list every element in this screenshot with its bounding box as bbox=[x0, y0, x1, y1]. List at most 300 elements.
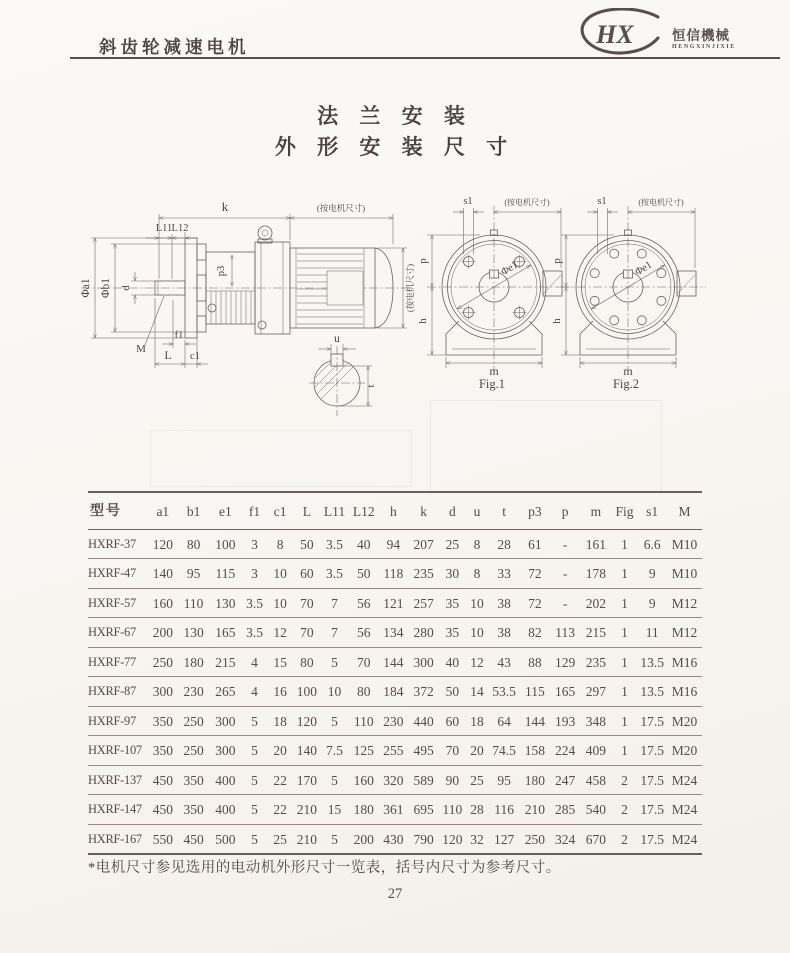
model-cell: HXRF-77 bbox=[88, 647, 147, 677]
column-header-t: t bbox=[489, 492, 520, 529]
value-cell: M12 bbox=[667, 618, 702, 648]
value-cell: 115 bbox=[209, 559, 242, 589]
value-cell: 17.5 bbox=[637, 795, 667, 825]
side-view-drawing bbox=[80, 199, 415, 368]
dim-label-h: h bbox=[417, 318, 429, 324]
value-cell: 5 bbox=[321, 824, 349, 854]
dim-label-phi-a1: Φa1 bbox=[80, 278, 92, 298]
value-cell: 10 bbox=[465, 588, 489, 618]
value-cell: 193 bbox=[550, 706, 580, 736]
dim-label-motor: (按电机尺寸) bbox=[504, 198, 550, 207]
value-cell: 7.5 bbox=[321, 736, 349, 766]
value-cell: 495 bbox=[408, 736, 440, 766]
value-cell: 5 bbox=[242, 765, 268, 795]
value-cell: 13.5 bbox=[637, 647, 667, 677]
value-cell: 10 bbox=[321, 677, 349, 707]
value-cell: M24 bbox=[667, 765, 702, 795]
value-cell: 12 bbox=[465, 647, 489, 677]
value-cell: 140 bbox=[147, 559, 178, 589]
value-cell: 280 bbox=[408, 618, 440, 648]
table-row bbox=[88, 795, 702, 825]
value-cell: 17.5 bbox=[637, 765, 667, 795]
table-row bbox=[88, 824, 702, 854]
value-cell: 589 bbox=[408, 765, 440, 795]
value-cell: 184 bbox=[379, 677, 408, 707]
value-cell: 210 bbox=[519, 795, 550, 825]
value-cell: 35 bbox=[440, 618, 466, 648]
value-cell: 38 bbox=[489, 588, 520, 618]
value-cell: 450 bbox=[178, 824, 209, 854]
table-row bbox=[88, 529, 702, 559]
brand-name-en: HENGXINJIXIE bbox=[672, 44, 736, 50]
value-cell: M16 bbox=[667, 647, 702, 677]
brand-logo bbox=[574, 8, 764, 58]
value-cell: 695 bbox=[408, 795, 440, 825]
value-cell: 6.6 bbox=[637, 529, 667, 559]
column-header-M: M bbox=[667, 492, 702, 529]
model-cell: HXRF-47 bbox=[88, 559, 147, 589]
value-cell: 3.5 bbox=[242, 588, 268, 618]
column-header-e1: e1 bbox=[209, 492, 242, 529]
dim-label-u: u bbox=[334, 333, 340, 345]
value-cell: 110 bbox=[440, 795, 466, 825]
value-cell: 9 bbox=[637, 559, 667, 589]
value-cell: 3.5 bbox=[321, 559, 349, 589]
table-body bbox=[88, 529, 702, 854]
value-cell: 134 bbox=[379, 618, 408, 648]
value-cell: 350 bbox=[147, 736, 178, 766]
value-cell: 25 bbox=[440, 529, 466, 559]
dim-label-d: d bbox=[120, 285, 132, 291]
value-cell: 13.5 bbox=[637, 677, 667, 707]
value-cell: 127 bbox=[489, 824, 520, 854]
column-header-h: h bbox=[379, 492, 408, 529]
value-cell: 350 bbox=[178, 765, 209, 795]
value-cell: 5 bbox=[321, 647, 349, 677]
value-cell: 257 bbox=[408, 588, 440, 618]
value-cell: 178 bbox=[580, 559, 612, 589]
value-cell: 100 bbox=[209, 529, 242, 559]
value-cell: 8 bbox=[465, 559, 489, 589]
value-cell: 61 bbox=[519, 529, 550, 559]
value-cell: 16 bbox=[267, 677, 293, 707]
dim-label-phi-b1: Φb1 bbox=[100, 278, 112, 298]
value-cell: 90 bbox=[440, 765, 466, 795]
value-cell: 540 bbox=[580, 795, 612, 825]
value-cell: 224 bbox=[550, 736, 580, 766]
value-cell: 2 bbox=[612, 824, 638, 854]
value-cell: 28 bbox=[465, 795, 489, 825]
value-cell: 5 bbox=[242, 736, 268, 766]
value-cell: 180 bbox=[519, 765, 550, 795]
value-cell: 28 bbox=[489, 529, 520, 559]
doc-title: 斜齿轮减速电机 bbox=[99, 37, 250, 57]
value-cell: 5 bbox=[242, 706, 268, 736]
value-cell: 300 bbox=[209, 736, 242, 766]
dim-label-motor-v: (按电机尺寸) bbox=[405, 263, 415, 313]
value-cell: 361 bbox=[379, 795, 408, 825]
value-cell: 17.5 bbox=[637, 736, 667, 766]
value-cell: 4 bbox=[242, 647, 268, 677]
value-cell: 320 bbox=[379, 765, 408, 795]
value-cell: 60 bbox=[293, 559, 321, 589]
dim-label-c1: c1 bbox=[190, 351, 200, 362]
value-cell: 1 bbox=[612, 647, 638, 677]
brand-name-cn: 恒信機械 bbox=[672, 28, 730, 43]
value-cell: 17.5 bbox=[637, 824, 667, 854]
value-cell: 140 bbox=[293, 736, 321, 766]
table-row bbox=[88, 677, 702, 707]
value-cell: M10 bbox=[667, 559, 702, 589]
value-cell: 255 bbox=[379, 736, 408, 766]
value-cell: 15 bbox=[321, 795, 349, 825]
value-cell: 40 bbox=[348, 529, 379, 559]
flange-geometry bbox=[427, 206, 572, 374]
value-cell: 450 bbox=[147, 795, 178, 825]
dim-label-l12: L12 bbox=[171, 223, 189, 234]
value-cell: 450 bbox=[147, 765, 178, 795]
value-cell: 125 bbox=[348, 736, 379, 766]
value-cell: 129 bbox=[550, 647, 580, 677]
table-header-row bbox=[88, 492, 702, 529]
page-title bbox=[0, 101, 790, 163]
dim-label-phi-e1: Φe1 bbox=[499, 259, 521, 279]
value-cell: 80 bbox=[293, 647, 321, 677]
value-cell: 113 bbox=[550, 618, 580, 648]
value-cell: 9 bbox=[637, 588, 667, 618]
value-cell: 247 bbox=[550, 765, 580, 795]
value-cell: 120 bbox=[440, 824, 466, 854]
logo-swoosh-icon bbox=[574, 8, 670, 58]
value-cell: M20 bbox=[667, 736, 702, 766]
value-cell: 285 bbox=[550, 795, 580, 825]
value-cell: 35 bbox=[440, 588, 466, 618]
value-cell: 3 bbox=[242, 559, 268, 589]
header-rule bbox=[70, 57, 780, 59]
value-cell: 458 bbox=[580, 765, 612, 795]
value-cell: 348 bbox=[580, 706, 612, 736]
value-cell: 4 bbox=[242, 677, 268, 707]
column-header-m: m bbox=[580, 492, 612, 529]
value-cell: 5 bbox=[321, 765, 349, 795]
column-header-p: p bbox=[550, 492, 580, 529]
table-row bbox=[88, 736, 702, 766]
table-row bbox=[88, 765, 702, 795]
value-cell: 265 bbox=[209, 677, 242, 707]
value-cell: 120 bbox=[293, 706, 321, 736]
footnote: *电机尺寸参见选用的电动机外形尺寸一览表，括号内尺寸为参考尺寸。 bbox=[88, 860, 561, 876]
value-cell: 235 bbox=[408, 559, 440, 589]
value-cell: 161 bbox=[580, 529, 612, 559]
column-header-f1: f1 bbox=[242, 492, 268, 529]
value-cell: 30 bbox=[440, 559, 466, 589]
value-cell: 1 bbox=[612, 559, 638, 589]
column-header-L11: L11 bbox=[321, 492, 349, 529]
table-row bbox=[88, 706, 702, 736]
value-cell: 350 bbox=[178, 795, 209, 825]
value-cell: 74.5 bbox=[489, 736, 520, 766]
value-cell: 250 bbox=[147, 647, 178, 677]
value-cell: - bbox=[550, 588, 580, 618]
value-cell: 110 bbox=[348, 706, 379, 736]
column-header-Fig: Fig bbox=[612, 492, 638, 529]
value-cell: 8 bbox=[465, 529, 489, 559]
value-cell: 11 bbox=[637, 618, 667, 648]
value-cell: 324 bbox=[550, 824, 580, 854]
value-cell: 64 bbox=[489, 706, 520, 736]
value-cell: 1 bbox=[612, 677, 638, 707]
value-cell: 80 bbox=[348, 677, 379, 707]
value-cell: 160 bbox=[147, 588, 178, 618]
value-cell: 250 bbox=[178, 706, 209, 736]
flange-geometry-fig2 bbox=[561, 206, 706, 374]
value-cell: 70 bbox=[293, 588, 321, 618]
dim-label-k: k bbox=[221, 199, 229, 214]
value-cell: 40 bbox=[440, 647, 466, 677]
value-cell: 43 bbox=[489, 647, 520, 677]
dim-label-s1: s1 bbox=[463, 196, 473, 207]
value-cell: 230 bbox=[178, 677, 209, 707]
column-header-型号: 型号 bbox=[88, 492, 147, 529]
value-cell: 670 bbox=[580, 824, 612, 854]
value-cell: 297 bbox=[580, 677, 612, 707]
value-cell: 15 bbox=[267, 647, 293, 677]
value-cell: - bbox=[550, 529, 580, 559]
fig1-caption: Fig.1 bbox=[478, 377, 506, 391]
value-cell: 80 bbox=[178, 529, 209, 559]
model-cell: HXRF-67 bbox=[88, 618, 147, 648]
table-row bbox=[88, 618, 702, 648]
value-cell: 1 bbox=[612, 588, 638, 618]
value-cell: 50 bbox=[348, 559, 379, 589]
value-cell: M24 bbox=[667, 824, 702, 854]
value-cell: 25 bbox=[465, 765, 489, 795]
value-cell: 7 bbox=[321, 588, 349, 618]
value-cell: 400 bbox=[209, 795, 242, 825]
value-cell: - bbox=[550, 559, 580, 589]
column-header-a1: a1 bbox=[147, 492, 178, 529]
value-cell: M24 bbox=[667, 795, 702, 825]
value-cell: 38 bbox=[489, 618, 520, 648]
value-cell: 100 bbox=[293, 677, 321, 707]
value-cell: 230 bbox=[379, 706, 408, 736]
value-cell: 32 bbox=[465, 824, 489, 854]
value-cell: 2 bbox=[612, 795, 638, 825]
column-header-p3: p3 bbox=[519, 492, 550, 529]
column-header-L12: L12 bbox=[348, 492, 379, 529]
dim-label-p3: p3 bbox=[216, 265, 227, 277]
value-cell: 115 bbox=[519, 677, 550, 707]
column-header-b1: b1 bbox=[178, 492, 209, 529]
value-cell: 1 bbox=[612, 618, 638, 648]
value-cell: 110 bbox=[178, 588, 209, 618]
value-cell: 14 bbox=[465, 677, 489, 707]
value-cell: 207 bbox=[408, 529, 440, 559]
scan-ghost-artifact bbox=[150, 430, 412, 487]
table-row bbox=[88, 559, 702, 589]
value-cell: M20 bbox=[667, 706, 702, 736]
value-cell: 3.5 bbox=[321, 529, 349, 559]
value-cell: 235 bbox=[580, 647, 612, 677]
value-cell: 300 bbox=[147, 677, 178, 707]
model-cell: HXRF-137 bbox=[88, 765, 147, 795]
value-cell: 72 bbox=[519, 588, 550, 618]
dim-label-h: h bbox=[551, 318, 563, 324]
page-title-line1: 法 兰 安 装 bbox=[317, 104, 473, 128]
value-cell: 440 bbox=[408, 706, 440, 736]
dim-label-m: m bbox=[623, 364, 633, 378]
value-cell: 17.5 bbox=[637, 706, 667, 736]
value-cell: 158 bbox=[519, 736, 550, 766]
value-cell: 88 bbox=[519, 647, 550, 677]
value-cell: 56 bbox=[348, 588, 379, 618]
value-cell: 200 bbox=[348, 824, 379, 854]
dim-label-m: m bbox=[489, 364, 499, 378]
dim-label-t: t bbox=[365, 384, 377, 388]
value-cell: 144 bbox=[519, 706, 550, 736]
dim-label-m-thread: M bbox=[136, 343, 146, 355]
value-cell: 70 bbox=[348, 647, 379, 677]
value-cell: 400 bbox=[209, 765, 242, 795]
value-cell: 7 bbox=[321, 618, 349, 648]
value-cell: 160 bbox=[348, 765, 379, 795]
value-cell: 170 bbox=[293, 765, 321, 795]
technical-drawing bbox=[75, 178, 735, 416]
model-cell: HXRF-87 bbox=[88, 677, 147, 707]
logo-monogram: HX bbox=[596, 20, 634, 49]
dim-label-motor-h: (按电机尺寸) bbox=[316, 203, 366, 213]
table-row bbox=[88, 647, 702, 677]
table-row bbox=[88, 588, 702, 618]
value-cell: 215 bbox=[209, 647, 242, 677]
model-cell: HXRF-37 bbox=[88, 529, 147, 559]
value-cell: 12 bbox=[267, 618, 293, 648]
value-cell: 94 bbox=[379, 529, 408, 559]
table-header bbox=[88, 492, 702, 529]
value-cell: 5 bbox=[242, 824, 268, 854]
column-header-u: u bbox=[465, 492, 489, 529]
value-cell: 210 bbox=[293, 824, 321, 854]
value-cell: 180 bbox=[348, 795, 379, 825]
value-cell: 202 bbox=[580, 588, 612, 618]
fig2-caption: Fig.2 bbox=[612, 377, 640, 391]
value-cell: 72 bbox=[519, 559, 550, 589]
value-cell: 95 bbox=[178, 559, 209, 589]
value-cell: 550 bbox=[147, 824, 178, 854]
value-cell: 10 bbox=[267, 588, 293, 618]
model-cell: HXRF-107 bbox=[88, 736, 147, 766]
value-cell: 95 bbox=[489, 765, 520, 795]
value-cell: 144 bbox=[379, 647, 408, 677]
value-cell: 56 bbox=[348, 618, 379, 648]
value-cell: 10 bbox=[465, 618, 489, 648]
model-cell: HXRF-167 bbox=[88, 824, 147, 854]
value-cell: 10 bbox=[267, 559, 293, 589]
value-cell: 25 bbox=[267, 824, 293, 854]
value-cell: 180 bbox=[178, 647, 209, 677]
value-cell: 790 bbox=[408, 824, 440, 854]
value-cell: 409 bbox=[580, 736, 612, 766]
value-cell: 18 bbox=[267, 706, 293, 736]
dim-label-l11: L11 bbox=[155, 223, 173, 234]
value-cell: 8 bbox=[267, 529, 293, 559]
dimension-table bbox=[88, 491, 702, 855]
value-cell: 18 bbox=[465, 706, 489, 736]
value-cell: 70 bbox=[293, 618, 321, 648]
value-cell: 130 bbox=[178, 618, 209, 648]
value-cell: 215 bbox=[580, 618, 612, 648]
value-cell: 50 bbox=[293, 529, 321, 559]
value-cell: 300 bbox=[209, 706, 242, 736]
value-cell: 1 bbox=[612, 706, 638, 736]
page-title-line2: 外 形 安 装 尺 寸 bbox=[274, 135, 516, 159]
value-cell: 350 bbox=[147, 706, 178, 736]
value-cell: 165 bbox=[209, 618, 242, 648]
column-header-k: k bbox=[408, 492, 440, 529]
value-cell: 82 bbox=[519, 618, 550, 648]
value-cell: 130 bbox=[209, 588, 242, 618]
value-cell: 5 bbox=[321, 706, 349, 736]
value-cell: 200 bbox=[147, 618, 178, 648]
dim-label-p: p bbox=[551, 258, 563, 264]
dim-label-motor: (按电机尺寸) bbox=[638, 198, 684, 207]
value-cell: 120 bbox=[147, 529, 178, 559]
value-cell: 2 bbox=[612, 765, 638, 795]
value-cell: 372 bbox=[408, 677, 440, 707]
value-cell: 300 bbox=[408, 647, 440, 677]
value-cell: 500 bbox=[209, 824, 242, 854]
value-cell: 20 bbox=[465, 736, 489, 766]
value-cell: 430 bbox=[379, 824, 408, 854]
model-cell: HXRF-57 bbox=[88, 588, 147, 618]
value-cell: 5 bbox=[242, 795, 268, 825]
value-cell: 60 bbox=[440, 706, 466, 736]
value-cell: 3 bbox=[242, 529, 268, 559]
column-header-c1: c1 bbox=[267, 492, 293, 529]
column-header-s1: s1 bbox=[637, 492, 667, 529]
value-cell: 53.5 bbox=[489, 677, 520, 707]
dim-label-f1: f1 bbox=[174, 330, 184, 341]
value-cell: 250 bbox=[178, 736, 209, 766]
model-cell: HXRF-147 bbox=[88, 795, 147, 825]
value-cell: 50 bbox=[440, 677, 466, 707]
page-number: 27 bbox=[387, 886, 403, 902]
value-cell: 20 bbox=[267, 736, 293, 766]
value-cell: 116 bbox=[489, 795, 520, 825]
value-cell: 22 bbox=[267, 765, 293, 795]
value-cell: 1 bbox=[612, 529, 638, 559]
value-cell: 210 bbox=[293, 795, 321, 825]
column-header-L: L bbox=[293, 492, 321, 529]
brand-text bbox=[672, 24, 736, 50]
value-cell: 22 bbox=[267, 795, 293, 825]
value-cell: 118 bbox=[379, 559, 408, 589]
column-header-d: d bbox=[440, 492, 466, 529]
value-cell: 250 bbox=[519, 824, 550, 854]
dim-label-l: L bbox=[164, 350, 172, 362]
value-cell: M16 bbox=[667, 677, 702, 707]
value-cell: 3.5 bbox=[242, 618, 268, 648]
model-cell: HXRF-97 bbox=[88, 706, 147, 736]
dim-label-p: p bbox=[417, 258, 429, 264]
value-cell: M12 bbox=[667, 588, 702, 618]
value-cell: 70 bbox=[440, 736, 466, 766]
value-cell: 165 bbox=[550, 677, 580, 707]
dim-label-s1: s1 bbox=[597, 196, 607, 207]
value-cell: 121 bbox=[379, 588, 408, 618]
dim-label-phi-e1: Φe1 bbox=[633, 259, 655, 279]
value-cell: 1 bbox=[612, 736, 638, 766]
